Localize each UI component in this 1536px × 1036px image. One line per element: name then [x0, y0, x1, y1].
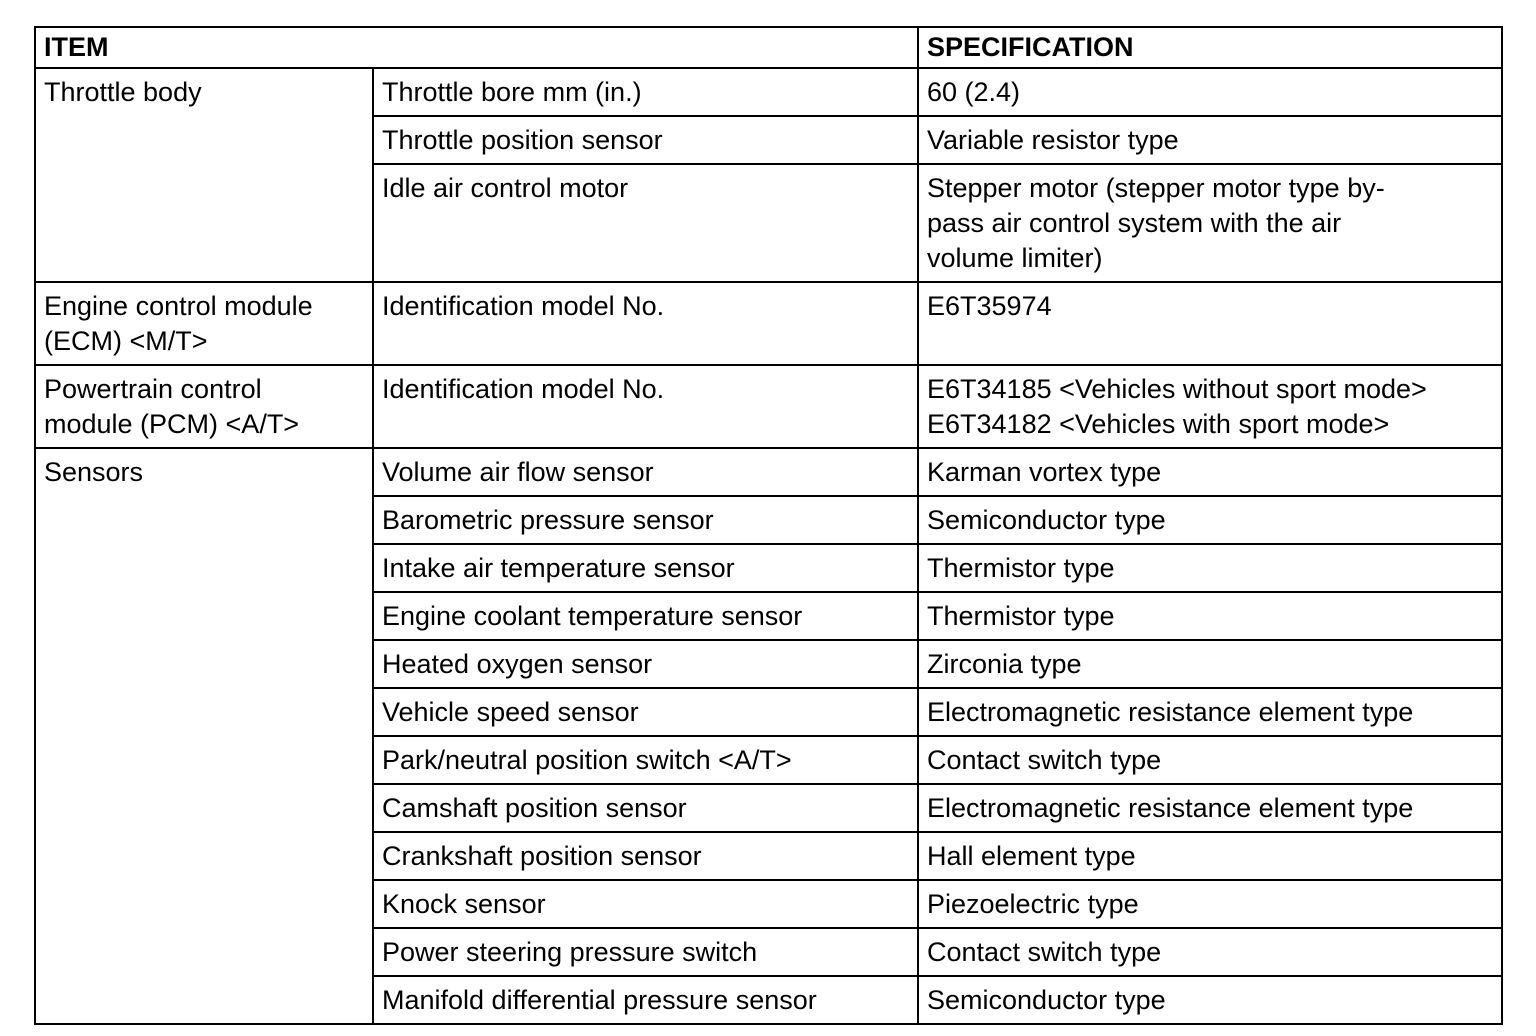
table-body [35, 68, 1502, 1024]
subitem-cell [373, 592, 918, 640]
subitem-text: Idle air control motor [382, 173, 629, 203]
specification-text: Karman vortex type [927, 457, 1162, 487]
subitem-cell [373, 832, 918, 880]
item-text: Throttle body [44, 77, 202, 107]
specification-text: Thermistor type [927, 601, 1115, 631]
item-cell [35, 282, 373, 365]
item-cell [35, 448, 373, 1024]
specification-text: E6T35974 [927, 291, 1052, 321]
subitem-text: Throttle position sensor [382, 125, 663, 155]
specification-cell [918, 976, 1502, 1024]
item-text: Sensors [44, 457, 144, 487]
table-row [35, 282, 1502, 365]
specification-text: pass air control system with the air [927, 208, 1342, 238]
specification-text: Electromagnetic resistance element type [927, 697, 1414, 727]
specification-cell [918, 282, 1502, 365]
specification-cell [918, 928, 1502, 976]
subitem-cell [373, 688, 918, 736]
specification-text: Semiconductor type [927, 985, 1166, 1015]
specification-cell [918, 448, 1502, 496]
subitem-cell [373, 544, 918, 592]
specification-cell [918, 592, 1502, 640]
subitem-cell [373, 68, 918, 116]
header-item: ITEM [35, 27, 918, 68]
item-text: Powertrain control [44, 374, 262, 404]
subitem-text: Identification model No. [382, 291, 665, 321]
specification-cell [918, 832, 1502, 880]
subitem-cell [373, 164, 918, 282]
subitem-text: Identification model No. [382, 374, 665, 404]
subitem-cell [373, 448, 918, 496]
specification-text: Zirconia type [927, 649, 1082, 679]
specification-text: Piezoelectric type [927, 889, 1139, 919]
specification-text: E6T34185 <Vehicles without sport mode> [927, 374, 1427, 404]
item-text: (ECM) <M/T> [44, 326, 208, 356]
specification-cell [918, 496, 1502, 544]
specification-text: volume limiter) [927, 243, 1103, 273]
specification-cell [918, 784, 1502, 832]
subitem-text: Camshaft position sensor [382, 793, 687, 823]
specification-text: Thermistor type [927, 553, 1115, 583]
subitem-text: Throttle bore mm (in.) [382, 77, 642, 107]
subitem-text: Power steering pressure switch [382, 937, 758, 967]
subitem-cell [373, 640, 918, 688]
subitem-cell [373, 282, 918, 365]
specification-cell [918, 365, 1502, 448]
specification-table [34, 26, 1503, 1025]
subitem-text: Volume air flow sensor [382, 457, 654, 487]
specification-cell [918, 640, 1502, 688]
specification-cell [918, 688, 1502, 736]
subitem-cell [373, 976, 918, 1024]
subitem-text: Vehicle speed sensor [382, 697, 639, 727]
subitem-text: Heated oxygen sensor [382, 649, 653, 679]
specification-text: Contact switch type [927, 937, 1162, 967]
specification-cell [918, 880, 1502, 928]
item-cell [35, 68, 373, 282]
subitem-text: Crankshaft position sensor [382, 841, 702, 871]
table-row [35, 68, 1502, 116]
subitem-text: Barometric pressure sensor [382, 505, 714, 535]
subitem-cell [373, 736, 918, 784]
subitem-text: Knock sensor [382, 889, 546, 919]
specification-text: Variable resistor type [927, 125, 1179, 155]
subitem-cell [373, 116, 918, 164]
table-row [35, 448, 1502, 496]
specification-text: Contact switch type [927, 745, 1162, 775]
specification-text: Hall element type [927, 841, 1136, 871]
item-text: Engine control module [44, 291, 313, 321]
specification-text: Electromagnetic resistance element type [927, 793, 1414, 823]
specification-text: Semiconductor type [927, 505, 1166, 535]
table-row [35, 365, 1502, 448]
specification-cell [918, 544, 1502, 592]
item-cell [35, 365, 373, 448]
subitem-text: Intake air temperature sensor [382, 553, 735, 583]
specification-cell [918, 116, 1502, 164]
specification-text: Stepper motor (stepper motor type by- [927, 173, 1385, 203]
subitem-text: Park/neutral position switch <A/T> [382, 745, 792, 775]
subitem-cell [373, 496, 918, 544]
specification-cell [918, 736, 1502, 784]
specification-cell [918, 164, 1502, 282]
subitem-cell [373, 784, 918, 832]
item-text: module (PCM) <A/T> [44, 409, 300, 439]
specification-cell [918, 68, 1502, 116]
table-header-row [35, 27, 1502, 68]
header-specification: SPECIFICATION [918, 27, 1502, 68]
subitem-cell [373, 880, 918, 928]
subitem-text: Manifold differential pressure sensor [382, 985, 817, 1015]
subitem-cell [373, 928, 918, 976]
specification-text: 60 (2.4) [927, 77, 1021, 107]
subitem-cell [373, 365, 918, 448]
subitem-text: Engine coolant temperature sensor [382, 601, 803, 631]
specification-text: E6T34182 <Vehicles with sport mode> [927, 409, 1390, 439]
